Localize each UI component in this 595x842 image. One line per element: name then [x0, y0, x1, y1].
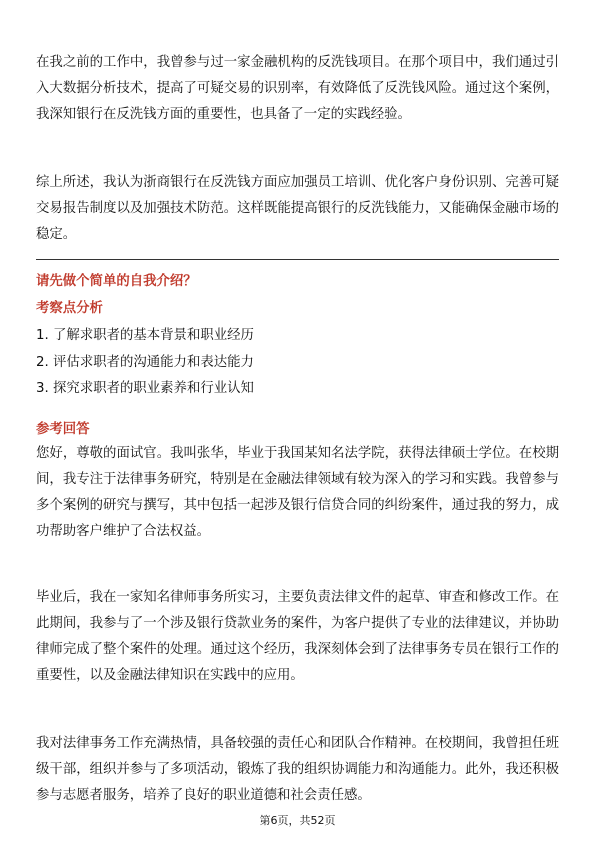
section-divider	[36, 259, 559, 260]
paragraph-summary: 综上所述，我认为浙商银行在反洗钱方面应加强员工培训、优化客户身份识别、完善可疑交易报告制度以及加强技术防范。这样既能提高银行的反洗钱能力，又能确保金融市场的稳定。	[36, 175, 559, 242]
question-title: 请先做个简单的自我介绍？	[36, 274, 197, 289]
page-number: 第6页，共52页	[259, 814, 336, 827]
analysis-list	[36, 323, 559, 403]
answer-heading: 参考回答	[36, 422, 90, 437]
answer-paragraph-personality: 我对法律事务工作充满热情，具备较强的责任心和团队合作精神。在校期间，我曾担任班级干部，组织并参与了多项活动，锻炼了我的组织协调能力和沟通能力。此外，我还积极参与志愿者服务，培养了良好的职业道德和社会责任感。	[36, 736, 559, 803]
list-item: 1. 了解求职者的基本背景和职业经历	[36, 328, 254, 343]
list-item: 2. 评估求职者的沟通能力和表达能力	[36, 354, 254, 370]
analysis-heading: 考察点分析	[36, 301, 103, 316]
list-item: 3. 探究求职者的职业素养和行业认知	[36, 381, 254, 396]
paragraph-anti-money-laundering-case: 在我之前的工作中，我曾参与过一家金融机构的反洗钱项目。在那个项目中，我们通过引入大数据分析技术，提高了可疑交易的识别率，有效降低了反洗钱风险。通过这个案例，我深知银行在反洗钱方面的重要性，也具备了一定的实践经验。	[36, 55, 559, 122]
answer-paragraph-education: 您好，尊敬的面试官。我叫张华，毕业于我国某知名法学院，获得法律硕士学位。在校期间，我专注于法律事务研究，特别是在金融法律领域有较为深入的学习和实践。我曾参与多个案例的研究与撰写，其中包括一起涉及银行信贷合同的纠纷案件，通过我的努力，成功帮助客户维护了合法权益。	[36, 446, 559, 539]
answer-paragraph-internship: 毕业后，我在一家知名律师事务所实习，主要负责法律文件的起草、审查和修改工作。在此期间，我参与了一个涉及银行贷款业务的案件，为客户提供了专业的法律建议，并协助律师完成了整个案件的处理。通过这个经历，我深刻体会到了法律事务专员在银行工作的重要性，以及金融法律知识在实践中的应用。	[36, 590, 559, 683]
